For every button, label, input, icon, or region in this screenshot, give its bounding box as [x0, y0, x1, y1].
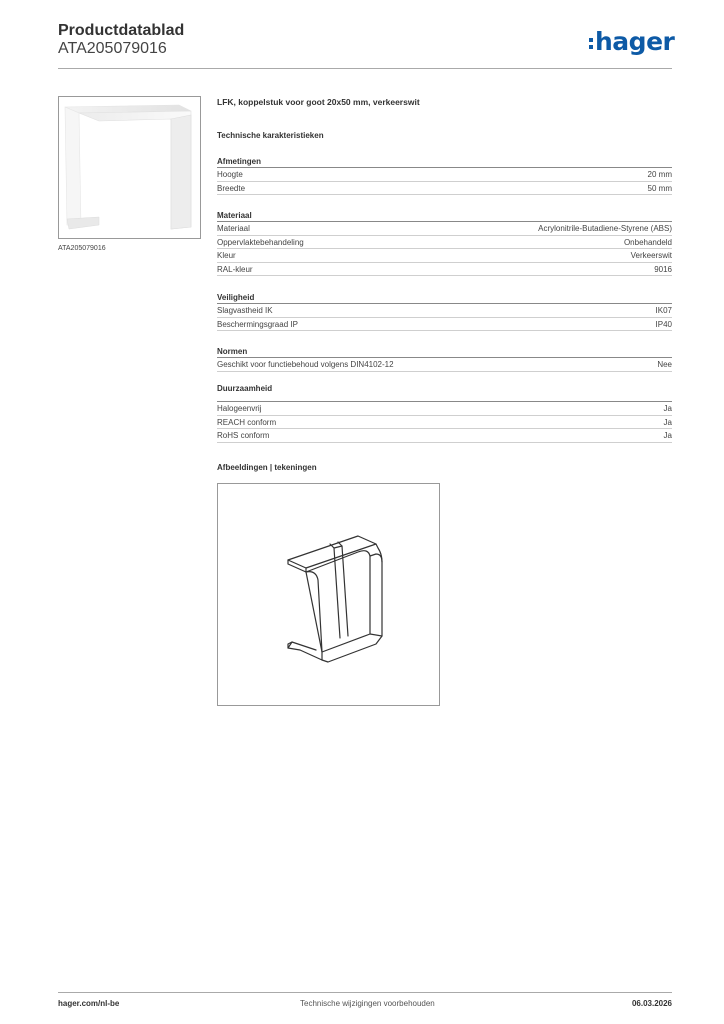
thumbnail-caption: ATA205079016 — [58, 245, 106, 252]
row-label: Oppervlaktebehandeling — [217, 237, 304, 247]
table-row — [217, 263, 672, 277]
technical-drawing — [217, 483, 440, 706]
row-label: Halogeenvrij — [217, 404, 262, 413]
row-value: Verkeerswit — [630, 251, 672, 260]
table-row — [217, 249, 672, 263]
section-title: Normen — [217, 345, 672, 358]
footer-date: 06.03.2026 — [631, 999, 672, 1008]
product-thumbnail — [58, 96, 201, 239]
product-code: ATA205079016 — [58, 40, 167, 57]
hager-logo — [589, 26, 674, 56]
section-materiaal — [217, 209, 672, 276]
row-label: Kleur — [217, 251, 236, 260]
section-title: Veiligheid — [217, 291, 672, 304]
row-value: Nee — [657, 360, 672, 369]
logo-text: hager — [595, 26, 675, 56]
section-duurzaamheid — [217, 382, 672, 443]
table-row — [217, 236, 672, 250]
row-label: RAL-kleur — [217, 264, 253, 274]
row-label: Hoogte — [217, 170, 243, 179]
row-label: Geschikt voor functiebehoud volgens DIN4102-12 — [217, 360, 394, 369]
section-afmetingen — [217, 155, 672, 195]
row-label: Breedte — [217, 183, 246, 193]
figures-heading: Afbeeldingen | tekeningen — [217, 463, 317, 472]
table-row — [217, 402, 672, 416]
row-value: 50 mm — [647, 183, 672, 193]
header-divider — [58, 68, 672, 69]
product-photo-icon — [59, 97, 200, 238]
section-title: Duurzaamheid — [217, 382, 672, 402]
section-title: Afmetingen — [217, 155, 672, 168]
footer-website-link[interactable]: hager.com/nl-be — [58, 999, 120, 1008]
tech-heading: Technische karakteristieken — [217, 131, 324, 140]
section-normen — [217, 345, 672, 372]
table-row — [217, 168, 672, 182]
footer-divider — [58, 992, 672, 993]
table-row — [217, 358, 672, 372]
row-value: Onbehandeld — [623, 237, 672, 247]
table-row — [217, 416, 672, 430]
row-value: IK07 — [655, 306, 672, 315]
section-veiligheid — [217, 291, 672, 331]
table-row — [217, 182, 672, 196]
section-title: Materiaal — [217, 209, 672, 222]
table-row — [217, 318, 672, 332]
row-label: Slagvastheid IK — [217, 306, 273, 315]
row-label: Materiaal — [217, 224, 250, 233]
row-value: Acrylonitrile-Butadiene-Styrene (ABS) — [538, 224, 672, 233]
row-label: Beschermingsgraad IP — [217, 319, 298, 329]
row-value: Ja — [663, 417, 672, 427]
row-value: Ja — [663, 404, 672, 413]
row-value: IP40 — [655, 319, 672, 329]
product-header — [217, 96, 672, 142]
row-value: 20 mm — [647, 170, 672, 179]
table-row — [217, 304, 672, 318]
row-value: Ja — [663, 431, 672, 440]
row-value: 9016 — [654, 264, 672, 274]
table-row — [217, 429, 672, 443]
row-label: REACH conform — [217, 417, 277, 427]
page-title: Productdatablad — [58, 22, 185, 39]
row-label: RoHS conform — [217, 431, 270, 440]
footer-disclaimer: Technische wijzigingen voorbehouden — [300, 999, 435, 1008]
table-row — [217, 222, 672, 236]
logo-dots-icon — [589, 38, 593, 49]
product-title: LFK, koppelstuk voor goot 20x50 mm, verkeerswit — [217, 97, 420, 107]
coupler-drawing-icon — [218, 484, 439, 705]
